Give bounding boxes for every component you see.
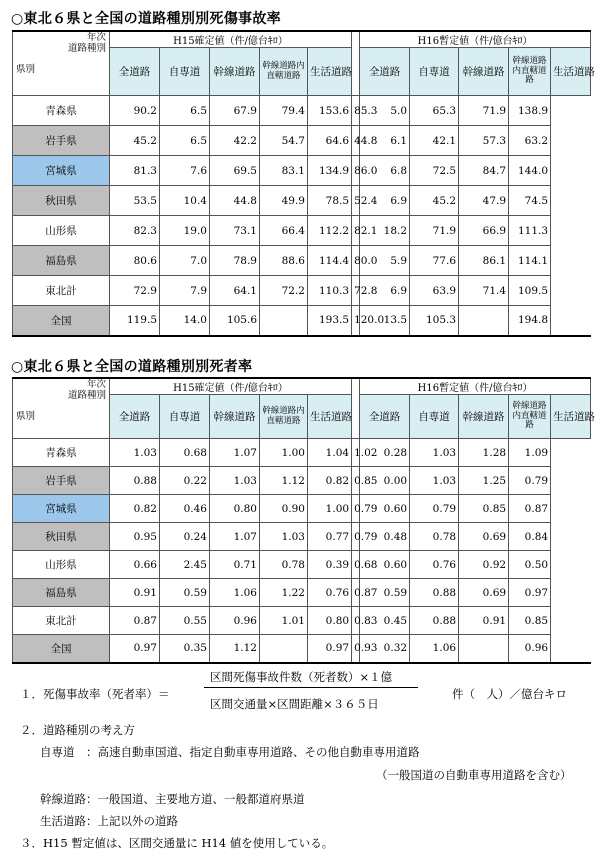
cell-value-h15: 0.22 bbox=[160, 467, 210, 495]
cell-value-h16: 0.79 bbox=[509, 467, 551, 495]
cell-value-h15: 90.2 bbox=[110, 96, 160, 126]
cell-value-h15: 53.5 bbox=[110, 186, 160, 216]
col-header-all-roads: 全道路 bbox=[360, 395, 410, 439]
cell-value-h16: 0.76 bbox=[410, 551, 459, 579]
table2 bbox=[12, 377, 596, 664]
cell-value-h16: 0.79 bbox=[352, 495, 360, 523]
column-gap bbox=[352, 378, 360, 439]
cell-value-h16: 0.91 bbox=[459, 607, 509, 635]
cell-value-h16: 52.4 bbox=[352, 186, 360, 216]
cell-value-h16: 86.0 bbox=[352, 156, 360, 186]
row-prefecture-label: 福島県 bbox=[13, 246, 110, 276]
cell-value-h15: 0.96 bbox=[210, 607, 260, 635]
note-2-local: 生活道路：上記以外の道路 bbox=[40, 814, 178, 828]
cell-value-h16: 0.60 bbox=[360, 551, 410, 579]
cell-value-h16: 194.8 bbox=[509, 306, 551, 336]
row-prefecture-label: 山形県 bbox=[13, 551, 110, 579]
table-row bbox=[13, 551, 591, 579]
row-prefecture-label: 岩手県 bbox=[13, 467, 110, 495]
note-1-unit: 件（ 人）／億台キロ bbox=[452, 687, 567, 701]
column-gap bbox=[352, 31, 360, 96]
cell-value-h16: 74.5 bbox=[509, 186, 551, 216]
cell-value-h16: 0.69 bbox=[459, 523, 509, 551]
cell-value-h15: 72.2 bbox=[260, 276, 308, 306]
cell-value-h16: 5.0 bbox=[360, 96, 410, 126]
cell-value-h15: 0.95 bbox=[110, 523, 160, 551]
cell-value-h16: 63.9 bbox=[410, 276, 459, 306]
table-row bbox=[13, 635, 591, 663]
note-2-expressway: 自専道 ：高速自動車国道、指定自動車専用道路、その他自動車専用道路 bbox=[40, 745, 420, 759]
cell-value-h16: 0.92 bbox=[459, 551, 509, 579]
table-row bbox=[13, 126, 591, 156]
cell-value-h16: 105.3 bbox=[410, 306, 459, 336]
cell-value-h15: 134.9 bbox=[308, 156, 352, 186]
cell-value-h16: 13.5 bbox=[360, 306, 410, 336]
row-prefecture-label: 全国 bbox=[13, 306, 110, 336]
col-header-arterial-direct: 幹線道路内直轄道路 bbox=[260, 48, 308, 96]
row-prefecture-label: 秋田県 bbox=[13, 186, 110, 216]
row-prefecture-label: 青森県 bbox=[13, 96, 110, 126]
table1-group-h16: H16暫定値（件/億台ｷﾛ） bbox=[360, 31, 591, 48]
cell-value-h15: 1.07 bbox=[210, 439, 260, 467]
cell-value-h15: 153.6 bbox=[308, 96, 352, 126]
cell-value-h16: 77.6 bbox=[410, 246, 459, 276]
cell-value-h16: 1.28 bbox=[459, 439, 509, 467]
cell-value-h16: 0.79 bbox=[352, 523, 360, 551]
cell-value-h15: 1.06 bbox=[210, 579, 260, 607]
corner-prefecture-label: 県別 bbox=[16, 411, 36, 422]
cell-value-h16: 0.60 bbox=[360, 495, 410, 523]
cell-value-h16: 47.9 bbox=[459, 186, 509, 216]
note-2-arterial: 幹線道路：一般国道、主要地方道、一般都道府県道 bbox=[40, 792, 305, 806]
cell-value-h16: 0.85 bbox=[509, 607, 551, 635]
col-header-arterial: 幹線道路 bbox=[210, 395, 260, 439]
cell-value-h16: 1.09 bbox=[509, 439, 551, 467]
table1-title: ○東北６県と全国の道路種別別死傷事故率 bbox=[11, 11, 281, 27]
cell-value-h16: 71.9 bbox=[410, 216, 459, 246]
cell-value-h16: 86.1 bbox=[459, 246, 509, 276]
table2-title: ○東北６県と全国の道路種別別死者率 bbox=[11, 359, 253, 375]
cell-value-h15: 110.3 bbox=[308, 276, 352, 306]
cell-value-h16: 114.1 bbox=[509, 246, 551, 276]
table2-group-h16: H16暫定値（件/億台ｷﾛ） bbox=[360, 378, 591, 395]
row-prefecture-label: 東北計 bbox=[13, 607, 110, 635]
row-prefecture-label: 東北計 bbox=[13, 276, 110, 306]
cell-value-h15: 0.71 bbox=[210, 551, 260, 579]
cell-value-h16: 144.0 bbox=[509, 156, 551, 186]
cell-value-h16: 72.8 bbox=[352, 276, 360, 306]
corner-roadtype-label: 道路種別 bbox=[67, 43, 106, 54]
table1-corner-header bbox=[13, 31, 110, 96]
cell-value-h15: 54.7 bbox=[260, 126, 308, 156]
cell-value-h15: 0.88 bbox=[110, 467, 160, 495]
cell-value-h16: 0.88 bbox=[410, 579, 459, 607]
cell-value-h15: 0.82 bbox=[110, 495, 160, 523]
cell-value-h16: 0.00 bbox=[360, 467, 410, 495]
row-prefecture-label: 宮城県 bbox=[13, 156, 110, 186]
table-row bbox=[13, 186, 591, 216]
cell-value-h16: 84.7 bbox=[459, 156, 509, 186]
cell-value-h15: 1.03 bbox=[260, 523, 308, 551]
col-header-all-roads: 全道路 bbox=[360, 48, 410, 96]
cell-value-h15: 0.82 bbox=[308, 467, 352, 495]
cell-value-h15: 14.0 bbox=[160, 306, 210, 336]
cell-value-h16: 111.3 bbox=[509, 216, 551, 246]
cell-value-h16: 0.83 bbox=[352, 607, 360, 635]
cell-value-h16: 0.88 bbox=[410, 607, 459, 635]
corner-year-label: 年次 bbox=[86, 32, 106, 43]
col-header-arterial: 幹線道路 bbox=[459, 395, 509, 439]
cell-value-h16: 0.68 bbox=[352, 551, 360, 579]
col-header-local: 生活道路 bbox=[551, 395, 591, 439]
row-prefecture-label: 福島県 bbox=[13, 579, 110, 607]
cell-value-h16: 0.93 bbox=[352, 635, 360, 663]
cell-value-h15: 1.01 bbox=[260, 607, 308, 635]
cell-value-h16: 57.3 bbox=[459, 126, 509, 156]
cell-value-h15: 49.9 bbox=[260, 186, 308, 216]
cell-value-h15: 0.90 bbox=[260, 495, 308, 523]
col-header-local: 生活道路 bbox=[308, 395, 352, 439]
table1-group-h15: H15確定値（件/億台ｷﾛ） bbox=[110, 31, 352, 48]
col-header-expressway: 自専道 bbox=[410, 395, 459, 439]
cell-value-h16: 65.3 bbox=[410, 96, 459, 126]
cell-value-h16: 44.8 bbox=[352, 126, 360, 156]
cell-value-h15: 0.66 bbox=[110, 551, 160, 579]
cell-value-h15: 19.0 bbox=[160, 216, 210, 246]
cell-value-h15: 1.12 bbox=[260, 467, 308, 495]
row-prefecture-label: 山形県 bbox=[13, 216, 110, 246]
cell-value-h15: 7.9 bbox=[160, 276, 210, 306]
cell-value-h15: 0.97 bbox=[110, 635, 160, 663]
cell-value-h15: 1.04 bbox=[308, 439, 352, 467]
cell-value-h15: 1.07 bbox=[210, 523, 260, 551]
cell-value-h15: 0.68 bbox=[160, 439, 210, 467]
cell-value-h15: 79.4 bbox=[260, 96, 308, 126]
cell-value-h16: 0.79 bbox=[410, 495, 459, 523]
cell-value-h16: 0.87 bbox=[352, 579, 360, 607]
cell-value-h15: 0.76 bbox=[308, 579, 352, 607]
cell-value-h16: 0.59 bbox=[360, 579, 410, 607]
cell-value-h15: 1.03 bbox=[110, 439, 160, 467]
cell-value-h16: 1.03 bbox=[410, 467, 459, 495]
corner-year-label: 年次 bbox=[86, 379, 106, 390]
col-header-local: 生活道路 bbox=[308, 48, 352, 96]
col-header-arterial-direct: 幹線道路内直轄道路 bbox=[509, 395, 551, 439]
cell-value-h15: 69.5 bbox=[210, 156, 260, 186]
col-header-arterial-direct: 幹線道路内直轄道路 bbox=[260, 395, 308, 439]
cell-value-h15: 88.6 bbox=[260, 246, 308, 276]
cell-value-h15: 1.00 bbox=[260, 439, 308, 467]
cell-value-h16: 120.0 bbox=[352, 306, 360, 336]
cell-value-h15: 67.9 bbox=[210, 96, 260, 126]
cell-value-h15 bbox=[260, 635, 308, 663]
cell-value-h16: 0.50 bbox=[509, 551, 551, 579]
cell-value-h16: 63.2 bbox=[509, 126, 551, 156]
cell-value-h16: 71.9 bbox=[459, 96, 509, 126]
cell-value-h16: 0.45 bbox=[360, 607, 410, 635]
col-header-all-roads: 全道路 bbox=[110, 48, 160, 96]
fraction-bar bbox=[204, 687, 418, 688]
cell-value-h15: 0.46 bbox=[160, 495, 210, 523]
note-2-expressway-paren: （一般国道の自動車専用道路を含む） bbox=[376, 768, 572, 782]
cell-value-h16: 0.32 bbox=[360, 635, 410, 663]
cell-value-h16: 18.2 bbox=[360, 216, 410, 246]
table-row bbox=[13, 523, 591, 551]
table-row bbox=[13, 439, 591, 467]
cell-value-h15: 7.0 bbox=[160, 246, 210, 276]
cell-value-h16: 0.69 bbox=[459, 579, 509, 607]
cell-value-h15: 105.6 bbox=[210, 306, 260, 336]
col-header-expressway: 自専道 bbox=[160, 395, 210, 439]
cell-value-h15 bbox=[260, 306, 308, 336]
table-row bbox=[13, 246, 591, 276]
cell-value-h16: 0.85 bbox=[459, 495, 509, 523]
cell-value-h15: 1.22 bbox=[260, 579, 308, 607]
table-row bbox=[13, 495, 591, 523]
col-header-arterial: 幹線道路 bbox=[459, 48, 509, 96]
cell-value-h16: 0.28 bbox=[360, 439, 410, 467]
cell-value-h15: 0.24 bbox=[160, 523, 210, 551]
cell-value-h15: 0.80 bbox=[210, 495, 260, 523]
cell-value-h15: 73.1 bbox=[210, 216, 260, 246]
cell-value-h15: 82.3 bbox=[110, 216, 160, 246]
col-header-arterial: 幹線道路 bbox=[210, 48, 260, 96]
cell-value-h15: 0.55 bbox=[160, 607, 210, 635]
cell-value-h15: 66.4 bbox=[260, 216, 308, 246]
col-header-expressway: 自専道 bbox=[410, 48, 459, 96]
cell-value-h15: 0.87 bbox=[110, 607, 160, 635]
cell-value-h16: 1.25 bbox=[459, 467, 509, 495]
cell-value-h15: 78.9 bbox=[210, 246, 260, 276]
cell-value-h15: 1.12 bbox=[210, 635, 260, 663]
note-1-label: １．死傷事故率（死者率）＝ bbox=[20, 687, 170, 701]
cell-value-h16: 0.84 bbox=[509, 523, 551, 551]
cell-value-h15: 0.77 bbox=[308, 523, 352, 551]
note-1-numerator: 区間死傷事故件数（死者数）×１億 bbox=[210, 670, 393, 684]
cell-value-h15: 45.2 bbox=[110, 126, 160, 156]
row-prefecture-label: 全国 bbox=[13, 635, 110, 663]
cell-value-h16: 0.96 bbox=[509, 635, 551, 663]
cell-value-h15: 72.9 bbox=[110, 276, 160, 306]
cell-value-h16: 138.9 bbox=[509, 96, 551, 126]
corner-prefecture-label: 県別 bbox=[16, 64, 36, 75]
cell-value-h16: 109.5 bbox=[509, 276, 551, 306]
cell-value-h15: 114.4 bbox=[308, 246, 352, 276]
cell-value-h15: 1.00 bbox=[308, 495, 352, 523]
cell-value-h16: 1.06 bbox=[410, 635, 459, 663]
cell-value-h16: 0.87 bbox=[509, 495, 551, 523]
cell-value-h15: 0.39 bbox=[308, 551, 352, 579]
row-prefecture-label: 宮城県 bbox=[13, 495, 110, 523]
cell-value-h15: 2.45 bbox=[160, 551, 210, 579]
note-2-label: ２．道路種別の考え方 bbox=[20, 723, 135, 737]
cell-value-h16: 45.2 bbox=[410, 186, 459, 216]
cell-value-h16: 6.9 bbox=[360, 276, 410, 306]
row-prefecture-label: 秋田県 bbox=[13, 523, 110, 551]
cell-value-h15: 119.5 bbox=[110, 306, 160, 336]
cell-value-h15: 0.97 bbox=[308, 635, 352, 663]
col-header-arterial-direct: 幹線道路内直轄道路 bbox=[509, 48, 551, 96]
cell-value-h16: 0.85 bbox=[352, 467, 360, 495]
cell-value-h16: 85.3 bbox=[352, 96, 360, 126]
cell-value-h15: 0.59 bbox=[160, 579, 210, 607]
cell-value-h16: 0.78 bbox=[410, 523, 459, 551]
cell-value-h15: 193.5 bbox=[308, 306, 352, 336]
note-3: ３．H15 暫定値は、区間交通量に H14 値を使用している。 bbox=[20, 836, 334, 850]
table-row bbox=[13, 467, 591, 495]
cell-value-h15: 0.80 bbox=[308, 607, 352, 635]
cell-value-h16: 5.9 bbox=[360, 246, 410, 276]
cell-value-h15: 10.4 bbox=[160, 186, 210, 216]
cell-value-h16: 80.0 bbox=[352, 246, 360, 276]
table-row bbox=[13, 96, 591, 126]
cell-value-h15: 112.2 bbox=[308, 216, 352, 246]
row-prefecture-label: 青森県 bbox=[13, 439, 110, 467]
table2-group-h15: H15確定値（件/億台ｷﾛ） bbox=[110, 378, 352, 395]
cell-value-h15: 83.1 bbox=[260, 156, 308, 186]
cell-value-h15: 80.6 bbox=[110, 246, 160, 276]
row-prefecture-label: 岩手県 bbox=[13, 126, 110, 156]
table-row bbox=[13, 607, 591, 635]
table1 bbox=[12, 30, 596, 337]
cell-value-h16: 0.48 bbox=[360, 523, 410, 551]
table-row bbox=[13, 216, 591, 246]
cell-value-h15: 0.35 bbox=[160, 635, 210, 663]
cell-value-h15: 42.2 bbox=[210, 126, 260, 156]
cell-value-h15: 64.1 bbox=[210, 276, 260, 306]
cell-value-h15: 6.5 bbox=[160, 126, 210, 156]
cell-value-h15: 0.78 bbox=[260, 551, 308, 579]
col-header-expressway: 自専道 bbox=[160, 48, 210, 96]
cell-value-h16: 72.5 bbox=[410, 156, 459, 186]
cell-value-h16: 1.03 bbox=[410, 439, 459, 467]
corner-roadtype-label: 道路種別 bbox=[67, 390, 106, 401]
cell-value-h16: 82.1 bbox=[352, 216, 360, 246]
table-row bbox=[13, 276, 591, 306]
cell-value-h16 bbox=[459, 635, 509, 663]
cell-value-h15: 78.5 bbox=[308, 186, 352, 216]
cell-value-h16: 0.97 bbox=[509, 579, 551, 607]
cell-value-h15: 44.8 bbox=[210, 186, 260, 216]
cell-value-h15: 1.03 bbox=[210, 467, 260, 495]
cell-value-h15: 0.91 bbox=[110, 579, 160, 607]
table-row bbox=[13, 579, 591, 607]
note-1-denominator: 区間交通量×区間距離×３６５日 bbox=[210, 697, 379, 711]
table-row bbox=[13, 156, 591, 186]
table-row bbox=[13, 306, 591, 336]
cell-value-h16: 66.9 bbox=[459, 216, 509, 246]
cell-value-h16 bbox=[459, 306, 509, 336]
cell-value-h15: 64.6 bbox=[308, 126, 352, 156]
table2-corner-header bbox=[13, 378, 110, 439]
cell-value-h16: 6.1 bbox=[360, 126, 410, 156]
cell-value-h16: 6.8 bbox=[360, 156, 410, 186]
cell-value-h16: 6.9 bbox=[360, 186, 410, 216]
cell-value-h16: 71.4 bbox=[459, 276, 509, 306]
col-header-all-roads: 全道路 bbox=[110, 395, 160, 439]
cell-value-h15: 81.3 bbox=[110, 156, 160, 186]
cell-value-h16: 42.1 bbox=[410, 126, 459, 156]
cell-value-h15: 7.6 bbox=[160, 156, 210, 186]
cell-value-h15: 6.5 bbox=[160, 96, 210, 126]
cell-value-h16: 1.02 bbox=[352, 439, 360, 467]
col-header-local: 生活道路 bbox=[551, 48, 591, 96]
